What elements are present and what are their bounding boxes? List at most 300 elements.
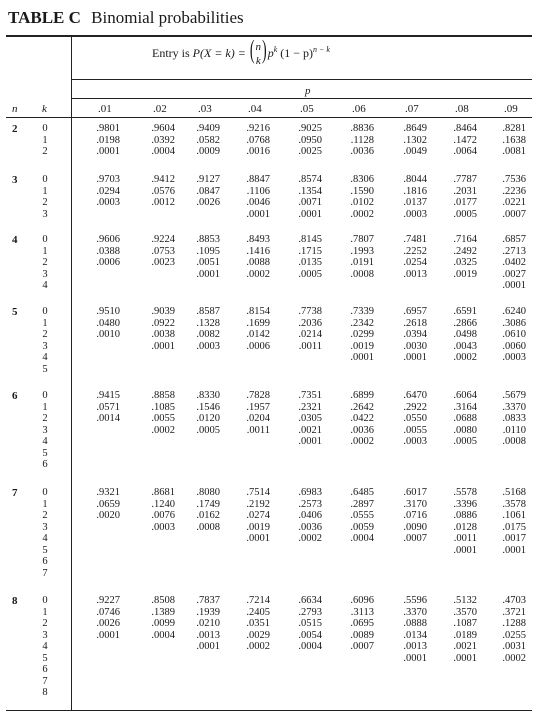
probability-cell	[393, 280, 427, 292]
probability-cell: .0001	[298, 208, 322, 220]
probability-cell	[393, 568, 427, 580]
probability-cell: .1546	[196, 401, 220, 413]
probability-cell	[443, 459, 477, 471]
probability-cell: .0746	[96, 606, 120, 618]
probability-cell: .8508	[151, 595, 175, 606]
probability-column	[443, 390, 477, 471]
probability-cell	[236, 545, 270, 557]
probability-cell: .8154	[246, 306, 270, 317]
probability-cell	[340, 687, 374, 699]
probability-cell: .0001	[453, 652, 477, 664]
probability-cell: .1106	[246, 185, 270, 197]
probability-cell	[186, 280, 220, 292]
probability-cell: .9227	[96, 595, 120, 606]
probability-cell: .0055	[151, 413, 175, 424]
probability-cell: .0016	[246, 146, 270, 157]
k-values	[40, 390, 50, 471]
k-value: 7	[42, 567, 48, 579]
probability-cell: .0550	[403, 413, 427, 424]
probability-cell	[340, 364, 374, 376]
probability-column	[141, 174, 175, 220]
probability-column	[288, 595, 322, 699]
probability-cell	[86, 280, 120, 292]
probability-cell: .0402	[502, 257, 526, 268]
probability-cell	[186, 687, 220, 699]
probability-column	[288, 306, 322, 375]
probability-cell: .8681	[151, 487, 175, 498]
probability-cell: .0571	[96, 401, 120, 413]
probability-cell	[340, 653, 374, 665]
probability-cell: .0388	[96, 245, 120, 257]
probability-cell	[236, 556, 270, 568]
probability-column	[340, 123, 374, 158]
probability-cell	[86, 533, 120, 545]
probability-cell: .0003	[151, 521, 175, 533]
probability-cell	[141, 269, 175, 281]
probability-cell: .0036	[350, 424, 374, 436]
k-value: 6	[42, 459, 48, 470]
probability-cell	[86, 448, 120, 460]
probability-cell	[236, 364, 270, 376]
n-label: 5	[12, 306, 18, 318]
probability-cell: .2897	[350, 498, 374, 510]
probability-cell	[340, 459, 374, 471]
probability-cell: .0038	[151, 329, 175, 340]
probability-cell: .0025	[298, 146, 322, 157]
probability-cell: .0043	[453, 340, 477, 352]
binomial-coefficient	[256, 40, 262, 68]
probability-cell: .9025	[298, 123, 322, 134]
probability-cell: .0006	[96, 257, 120, 268]
probability-cell	[236, 653, 270, 665]
probability-cell: .3578	[502, 498, 526, 510]
probability-cell: .0142	[246, 329, 270, 340]
probability-cell: .0177	[453, 197, 477, 208]
probability-cell: .0422	[350, 413, 374, 424]
probability-cell: .0480	[96, 317, 120, 329]
k-values	[40, 123, 50, 158]
probability-cell: .0014	[96, 413, 120, 424]
probability-cell: .9606	[96, 234, 120, 245]
probability-cell: .1085	[151, 401, 175, 413]
probability-cell	[141, 641, 175, 653]
probability-column	[288, 390, 322, 471]
probability-cell: .0046	[246, 197, 270, 208]
probability-cell: .3396	[453, 498, 477, 510]
probability-column	[393, 174, 427, 220]
probability-cell	[492, 556, 526, 568]
p-header: .08	[455, 103, 469, 115]
probability-cell: .0008	[196, 521, 220, 533]
probability-cell	[86, 556, 120, 568]
probability-column	[443, 595, 477, 699]
probability-cell: .0299	[350, 329, 374, 340]
entry-lead: Entry is	[152, 45, 190, 60]
probability-cell	[393, 545, 427, 557]
probability-cell: .1638	[502, 134, 526, 146]
probability-cell: .0005	[196, 424, 220, 436]
probability-cell: .8330	[196, 390, 220, 401]
probability-cell: .0753	[151, 245, 175, 257]
probability-cell: .0017	[502, 533, 526, 544]
p-rule	[71, 98, 532, 99]
top-rule	[6, 35, 532, 37]
p-header: .05	[300, 103, 314, 115]
probability-cell: .0002	[502, 652, 526, 664]
probability-cell: .1302	[403, 134, 427, 146]
table-caption: Binomial probabilities	[91, 8, 244, 27]
probability-cell	[236, 436, 270, 448]
probability-cell	[443, 676, 477, 688]
probability-cell: .0110	[502, 424, 526, 436]
probability-column	[443, 123, 477, 158]
probability-cell	[492, 364, 526, 376]
probability-cell: .0012	[151, 197, 175, 208]
probability-cell: .1699	[246, 317, 270, 329]
probability-cell: .1590	[350, 185, 374, 197]
formula-rule	[71, 79, 532, 80]
probability-column	[340, 487, 374, 579]
probability-cell: .7481	[403, 234, 427, 245]
k-value: 3	[42, 424, 48, 436]
probability-cell: .0011	[298, 340, 322, 352]
probability-cell: .0005	[453, 208, 477, 220]
probability-cell: .6591	[453, 306, 477, 317]
probability-column	[236, 306, 270, 375]
probability-cell: .0162	[196, 510, 220, 521]
probability-cell	[443, 364, 477, 376]
probability-cell	[86, 522, 120, 534]
header-n: n	[12, 103, 18, 115]
probability-cell: .0010	[96, 329, 120, 340]
probability-cell: .7351	[298, 390, 322, 401]
probability-cell: .0020	[96, 510, 120, 521]
probability-cell: .0003	[196, 340, 220, 352]
k-value: 0	[42, 234, 48, 245]
probability-cell	[288, 676, 322, 688]
probability-cell: .0009	[196, 146, 220, 157]
probability-cell	[86, 545, 120, 557]
probability-cell: .1087	[453, 618, 477, 629]
probability-cell: .3164	[453, 401, 477, 413]
probability-cell: .0102	[350, 197, 374, 208]
probability-cell	[141, 556, 175, 568]
probability-column	[340, 306, 374, 375]
probability-cell: .0051	[196, 257, 220, 268]
probability-cell: .1816	[403, 185, 427, 197]
k-values	[40, 595, 50, 699]
probability-cell: .0198	[96, 134, 120, 146]
probability-cell: .3570	[453, 606, 477, 618]
probability-cell: .2321	[298, 401, 322, 413]
probability-cell	[186, 459, 220, 471]
probability-column	[141, 595, 175, 699]
probability-cell: .1749	[196, 498, 220, 510]
probability-cell: .9224	[151, 234, 175, 245]
probability-cell: .0610	[502, 329, 526, 340]
probability-cell: .0582	[196, 134, 220, 146]
probability-cell: .0351	[246, 618, 270, 629]
k-value: 3	[42, 521, 48, 533]
probability-cell	[186, 352, 220, 364]
probability-cell	[492, 459, 526, 471]
probability-column	[393, 487, 427, 579]
probability-cell	[492, 664, 526, 676]
probability-cell	[141, 448, 175, 460]
probability-cell: .0076	[151, 510, 175, 521]
binom-top: n	[255, 41, 262, 53]
k-value: 0	[42, 306, 48, 317]
probability-cell: .0060	[502, 340, 526, 352]
probability-column	[492, 390, 526, 471]
probability-cell: .0255	[502, 629, 526, 641]
probability-cell: .5132	[453, 595, 477, 606]
probability-cell: .6470	[403, 390, 427, 401]
k-value: 5	[42, 363, 48, 375]
probability-cell: .0950	[298, 134, 322, 146]
probability-column	[492, 123, 526, 158]
probability-cell	[141, 209, 175, 221]
k-value: 1	[42, 134, 48, 146]
probability-cell: .6240	[502, 306, 526, 317]
header-rule	[6, 117, 532, 118]
probability-column	[86, 306, 120, 375]
probability-cell: .0008	[502, 436, 526, 447]
probability-cell: .0049	[403, 146, 427, 157]
probability-cell: .0847	[196, 185, 220, 197]
entry-lhs: P(X = k) =	[192, 45, 246, 60]
probability-cell	[141, 533, 175, 545]
k-value: 0	[42, 123, 48, 134]
probability-cell	[236, 352, 270, 364]
probability-cell	[236, 448, 270, 460]
probability-cell	[340, 568, 374, 580]
probability-cell: .0059	[350, 521, 374, 533]
probability-cell: .0695	[350, 618, 374, 629]
n-label: 2	[12, 123, 18, 135]
probability-cell: .0003	[403, 436, 427, 447]
probability-cell: .8044	[403, 174, 427, 185]
probability-cell: .0001	[96, 146, 120, 157]
probability-cell	[393, 664, 427, 676]
k-value: 2	[42, 413, 48, 424]
k-value: 4	[42, 352, 48, 363]
probability-cell	[186, 436, 220, 448]
probability-cell: .0080	[453, 424, 477, 436]
k-value: 5	[42, 544, 48, 556]
k-values	[40, 306, 50, 375]
probability-column	[86, 123, 120, 158]
k-value: 2	[42, 257, 48, 268]
k-value: 8	[42, 687, 48, 698]
probability-cell	[340, 545, 374, 557]
probability-cell: .3086	[502, 317, 526, 329]
probability-column	[86, 595, 120, 699]
p-header: .03	[198, 103, 212, 115]
probability-cell: .7828	[246, 390, 270, 401]
probability-cell: .9216	[246, 123, 270, 134]
probability-cell: .0175	[502, 521, 526, 533]
probability-cell	[492, 687, 526, 699]
probability-column	[492, 174, 526, 220]
probability-cell	[141, 364, 175, 376]
probability-cell	[288, 556, 322, 568]
probability-cell	[236, 280, 270, 292]
probability-cell: .3370	[502, 401, 526, 413]
probability-cell: .0036	[298, 521, 322, 533]
probability-cell	[340, 676, 374, 688]
probability-column	[86, 174, 120, 220]
probability-cell	[288, 448, 322, 460]
probability-cell	[443, 556, 477, 568]
k-value: 1	[42, 317, 48, 329]
probability-cell	[186, 533, 220, 545]
k-value: 4	[42, 280, 48, 291]
probability-cell: .0088	[246, 257, 270, 268]
probability-column	[443, 306, 477, 375]
probability-cell: .2192	[246, 498, 270, 510]
probability-cell: .8306	[350, 174, 374, 185]
probability-cell	[186, 209, 220, 221]
k-value: 6	[42, 556, 48, 567]
k-value: 2	[42, 618, 48, 629]
probability-cell	[86, 341, 120, 353]
probability-cell: .8464	[453, 123, 477, 134]
probability-cell: .1939	[196, 606, 220, 618]
probability-cell: .0027	[502, 268, 526, 280]
probability-column	[141, 390, 175, 471]
probability-cell: .9127	[196, 174, 220, 185]
probability-cell: .0007	[350, 641, 374, 652]
k-value: 1	[42, 245, 48, 257]
probability-cell	[393, 448, 427, 460]
probability-cell: .1061	[502, 510, 526, 521]
probability-cell: .7807	[350, 234, 374, 245]
probability-cell: .0013	[196, 629, 220, 641]
probability-cell: .0007	[502, 208, 526, 220]
k-value: 5	[42, 652, 48, 664]
probability-cell: .8493	[246, 234, 270, 245]
probability-cell: .0007	[403, 533, 427, 544]
probability-cell: .0394	[403, 329, 427, 340]
probability-cell: .0002	[453, 352, 477, 363]
probability-cell: .6017	[403, 487, 427, 498]
k-value: 3	[42, 268, 48, 280]
probability-cell: .0294	[96, 185, 120, 197]
probability-cell	[236, 664, 270, 676]
probability-cell: .0011	[453, 533, 477, 544]
probability-cell: .0001	[453, 544, 477, 556]
probability-cell: .7837	[196, 595, 220, 606]
k-value: 2	[42, 146, 48, 157]
probability-cell: .9321	[96, 487, 120, 498]
probability-cell: .0002	[350, 208, 374, 220]
probability-cell: .0134	[403, 629, 427, 641]
probability-cell: .0001	[96, 629, 120, 641]
probability-cell	[86, 568, 120, 580]
probability-cell: .0515	[298, 618, 322, 629]
probability-cell: .0555	[350, 510, 374, 521]
probability-cell	[443, 280, 477, 292]
probability-cell: .9801	[96, 123, 120, 134]
probability-cell: .5168	[502, 487, 526, 498]
probability-cell: .0071	[298, 197, 322, 208]
probability-column	[393, 306, 427, 375]
probability-cell: .0833	[502, 413, 526, 424]
probability-cell: .0274	[246, 510, 270, 521]
n-label: 4	[12, 234, 18, 246]
header-k: k	[42, 103, 47, 115]
k-value: 1	[42, 401, 48, 413]
probability-cell: .0021	[298, 424, 322, 436]
probability-cell: .0054	[298, 629, 322, 641]
probability-column	[186, 306, 220, 375]
probability-cell: .1328	[196, 317, 220, 329]
k-value: 0	[42, 595, 48, 606]
probability-cell: .0135	[298, 257, 322, 268]
probability-cell: .6064	[453, 390, 477, 401]
entry-exp-nk: n − k	[313, 44, 330, 54]
probability-cell: .0576	[151, 185, 175, 197]
probability-cell: .2642	[350, 401, 374, 413]
column-divider	[71, 36, 72, 711]
probability-cell: .0003	[96, 197, 120, 208]
bottom-rule	[6, 710, 532, 711]
probability-cell: .6899	[350, 390, 374, 401]
probability-column	[340, 174, 374, 220]
probability-column	[492, 595, 526, 699]
k-value: 7	[42, 675, 48, 687]
probability-cell: .0886	[453, 510, 477, 521]
probability-column	[141, 234, 175, 292]
probability-column	[86, 390, 120, 471]
probability-cell	[141, 280, 175, 292]
probability-cell	[141, 459, 175, 471]
probability-cell: .7536	[502, 174, 526, 185]
probability-cell: .0004	[298, 641, 322, 652]
probability-cell: .0064	[453, 146, 477, 157]
probability-column	[443, 487, 477, 579]
probability-cell: .8574	[298, 174, 322, 185]
probability-cell	[492, 448, 526, 460]
probability-cell	[86, 459, 120, 471]
probability-cell	[340, 556, 374, 568]
probability-cell: .0006	[246, 340, 270, 352]
p-header: .09	[504, 103, 518, 115]
binom-bottom: k	[255, 55, 261, 67]
probability-cell: .0688	[453, 413, 477, 424]
p-axis-label: p	[305, 85, 311, 97]
probability-cell: .0004	[151, 629, 175, 641]
probability-cell	[393, 364, 427, 376]
probability-cell	[186, 676, 220, 688]
probability-cell	[186, 545, 220, 557]
probability-cell: .0001	[502, 280, 526, 291]
probability-cell: .0004	[350, 533, 374, 544]
k-value: 0	[42, 174, 48, 185]
probability-cell: .8587	[196, 306, 220, 317]
probability-cell: .0214	[298, 329, 322, 340]
probability-cell: .1240	[151, 498, 175, 510]
probability-cell	[236, 459, 270, 471]
k-value: 1	[42, 498, 48, 510]
probability-cell: .0002	[246, 641, 270, 652]
probability-cell: .9510	[96, 306, 120, 317]
probability-cell: .2031	[453, 185, 477, 197]
probability-cell	[393, 676, 427, 688]
probability-cell: .8836	[350, 123, 374, 134]
probability-cell: .6983	[298, 487, 322, 498]
